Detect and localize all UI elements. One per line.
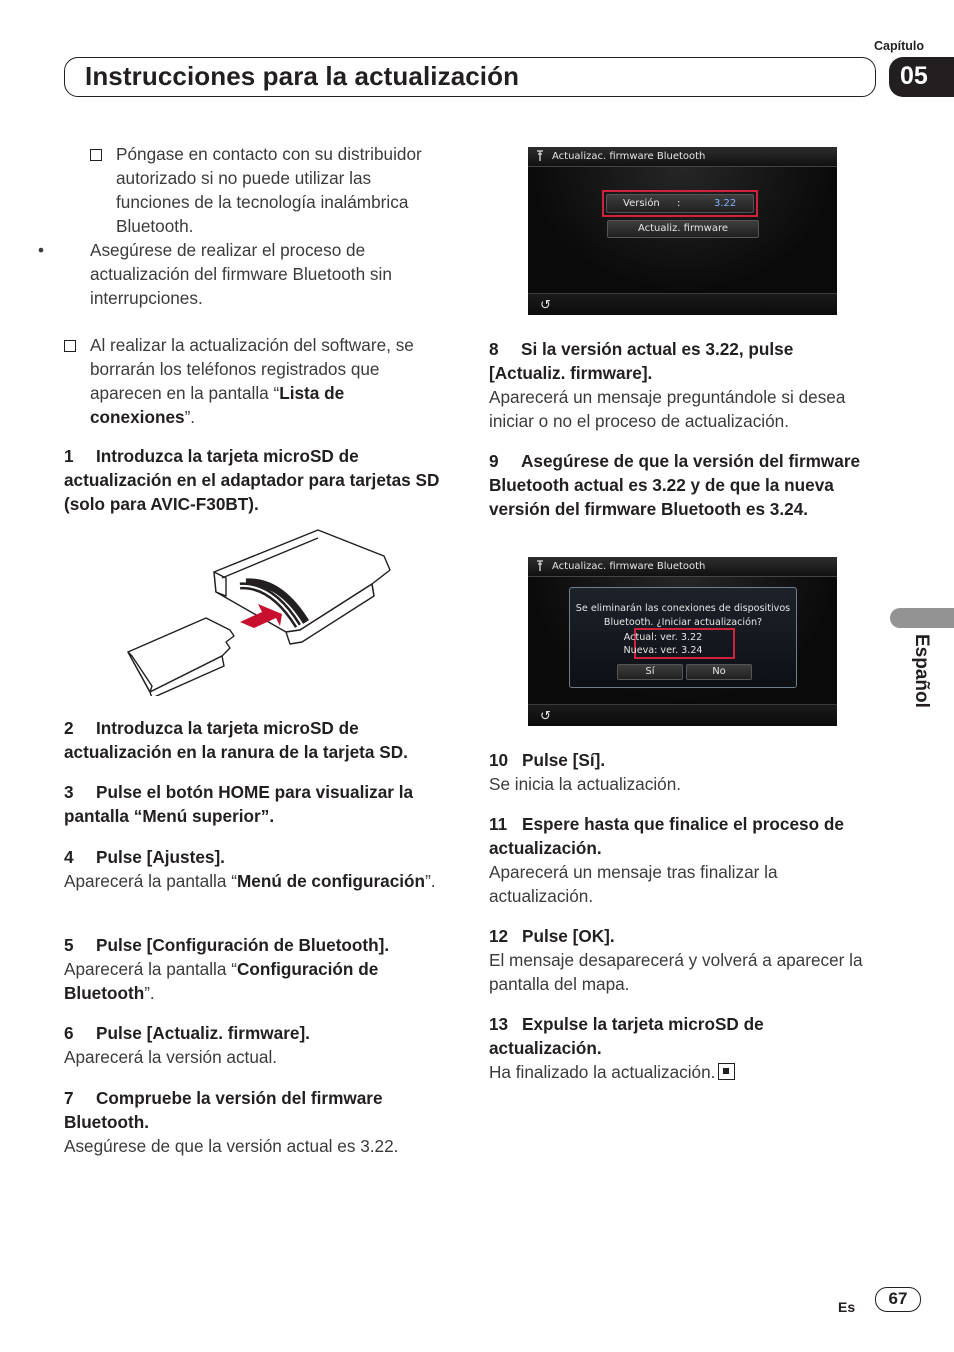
- step-4: [64, 845, 449, 893]
- step-number: 12: [489, 926, 509, 946]
- step-title: Introduzca la tarjeta microSD de actualización en la ranura de la tarjeta SD.: [64, 718, 408, 762]
- step-title: Introduzca la tarjeta microSD de actualización en el adaptador para tarjetas SD (solo para AVIC-F30BT).: [64, 446, 440, 514]
- screen-title-bar: [528, 147, 837, 167]
- step-number: 2: [64, 718, 74, 738]
- step-body: Se inicia la actualización.: [489, 774, 682, 794]
- screen-title: Actualizac. firmware Bluetooth: [552, 151, 706, 162]
- bullet-icon: •: [38, 240, 45, 260]
- bullet-text: Asegúrese de realizar el proceso de actualización del firmware Bluetooth sin interrupciones.: [90, 240, 392, 308]
- step-number: 5: [64, 935, 74, 955]
- chapter-number-badge: 05: [889, 57, 954, 97]
- update-firmware-button[interactable]: Actualiz. firmware: [607, 220, 759, 238]
- step-body: Aparecerá un mensaje preguntándole si desea iniciar o no el proceso de actualización.: [489, 387, 846, 431]
- note-square-icon: [90, 149, 102, 161]
- end-of-section-icon: [718, 1063, 735, 1080]
- step-3: [64, 780, 449, 828]
- step-number: 7: [64, 1088, 74, 1108]
- back-icon[interactable]: ↺: [540, 708, 551, 723]
- confirm-dialog: [569, 587, 797, 688]
- step-title: Espere hasta que finalice el proceso de actualización.: [489, 814, 844, 858]
- dialog-message-line2: Bluetooth. ¿Iniciar actualización?: [603, 617, 763, 628]
- step-6: [64, 1021, 449, 1069]
- back-icon[interactable]: ↺: [540, 297, 551, 312]
- step-7: [64, 1086, 449, 1158]
- version-value: 3.22: [714, 198, 737, 209]
- language-label: Español: [911, 634, 932, 708]
- step-body: Aparecerá un mensaje tras finalizar la actualización.: [489, 862, 778, 906]
- screen-title-bar: [528, 557, 837, 577]
- step-13: [489, 1012, 874, 1084]
- bullet-no-interruption: [38, 238, 446, 310]
- current-version: Actual: ver. 3.22: [623, 632, 703, 643]
- step-5: [64, 933, 449, 1005]
- header-bar: [64, 57, 876, 97]
- step-number: 3: [64, 782, 74, 802]
- note-square-icon: [64, 340, 76, 352]
- version-display: [606, 194, 754, 213]
- step-body-end: ”.: [144, 983, 155, 1003]
- step-title: Pulse [OK].: [522, 926, 615, 946]
- step-title: Expulse la tarjeta microSD de actualización.: [489, 1014, 764, 1058]
- step-title: Compruebe la versión del firmware Bluetooth.: [64, 1088, 383, 1132]
- yes-button[interactable]: Sí: [617, 664, 683, 680]
- sd-adapter-illustration: [122, 526, 394, 696]
- step-body-bold: Menú de configuración: [236, 871, 426, 891]
- note-text-end: ”.: [184, 407, 196, 427]
- step-number: 4: [64, 847, 74, 867]
- page-number: 67: [875, 1287, 921, 1312]
- step-body: Asegúrese de que la versión actual es 3.22.: [64, 1136, 399, 1156]
- note-bold-text: Lista de conexiones: [90, 383, 345, 427]
- new-version: Nueva: ver. 3.24: [623, 645, 703, 656]
- step-number: 8: [489, 339, 499, 359]
- step-number: 10: [489, 750, 509, 770]
- note-text: Póngase en contacto con su distribuidor autorizado si no puede utilizar las funciones de la tecnología inalámbrica Bluetooth.: [116, 144, 422, 236]
- screen-title: Actualizac. firmware Bluetooth: [552, 561, 706, 572]
- version-label: Versión: [623, 198, 660, 209]
- footer-language: Es: [838, 1299, 856, 1315]
- antenna-icon: [536, 560, 544, 572]
- chapter-label: Capítulo: [874, 39, 924, 53]
- step-title: Pulse el botón HOME para visualizar la pantalla “Menú superior”.: [64, 782, 414, 826]
- step-title: Si la versión actual es 3.22, pulse [Actualiz. firmware].: [489, 339, 794, 383]
- step-number: 13: [489, 1014, 509, 1034]
- step-9: [489, 449, 874, 521]
- dialog-message-line1: Se eliminarán las conexiones de dispositivos: [575, 603, 791, 614]
- no-button[interactable]: No: [686, 664, 752, 680]
- note-contact-dealer: [90, 142, 440, 238]
- step-8: [489, 337, 874, 433]
- update-confirm-screen: [528, 557, 837, 726]
- screen-bottom-bar: [528, 293, 837, 315]
- screen-bottom-bar: [528, 704, 837, 726]
- step-number: 9: [489, 451, 499, 471]
- step-title: Asegúrese de que la versión del firmware Bluetooth actual es 3.22 y de que la nueva versión del firmware Bluetooth es 3.24.: [489, 451, 861, 519]
- page-title: Instrucciones para la actualización: [85, 61, 520, 91]
- step-body: El mensaje desaparecerá y volverá a aparecer la pantalla del mapa.: [489, 950, 863, 994]
- step-body: Aparecerá la pantalla “: [64, 959, 237, 979]
- step-number: 1: [64, 446, 74, 466]
- step-10: [489, 748, 874, 796]
- step-number: 11: [489, 814, 508, 834]
- step-1: [64, 444, 449, 516]
- step-body-end: ”.: [425, 871, 436, 891]
- step-body-bold: Configuración de Bluetooth: [64, 959, 379, 1003]
- step-12: [489, 924, 874, 996]
- step-body: Aparecerá la versión actual.: [64, 1047, 278, 1067]
- note-text: Al realizar la actualización del software, se borrarán los teléfonos registrados que aparecen en la pantalla “: [90, 335, 414, 403]
- step-title: Pulse [Configuración de Bluetooth].: [96, 935, 390, 955]
- step-title: Pulse [Actualiz. firmware].: [96, 1023, 310, 1043]
- version-separator: :: [677, 198, 681, 209]
- step-title: Pulse [Ajustes].: [96, 847, 225, 867]
- antenna-icon: [536, 150, 544, 162]
- step-number: 6: [64, 1023, 74, 1043]
- step-title: Pulse [Sí].: [522, 750, 606, 770]
- step-body: Aparecerá la pantalla “: [64, 871, 237, 891]
- language-tab: [890, 608, 954, 628]
- step-2: [64, 716, 449, 764]
- note-phones-deleted: [64, 333, 449, 429]
- step-11: [489, 812, 874, 908]
- step-body: Ha finalizado la actualización.: [489, 1062, 716, 1082]
- firmware-version-screen: [528, 147, 837, 315]
